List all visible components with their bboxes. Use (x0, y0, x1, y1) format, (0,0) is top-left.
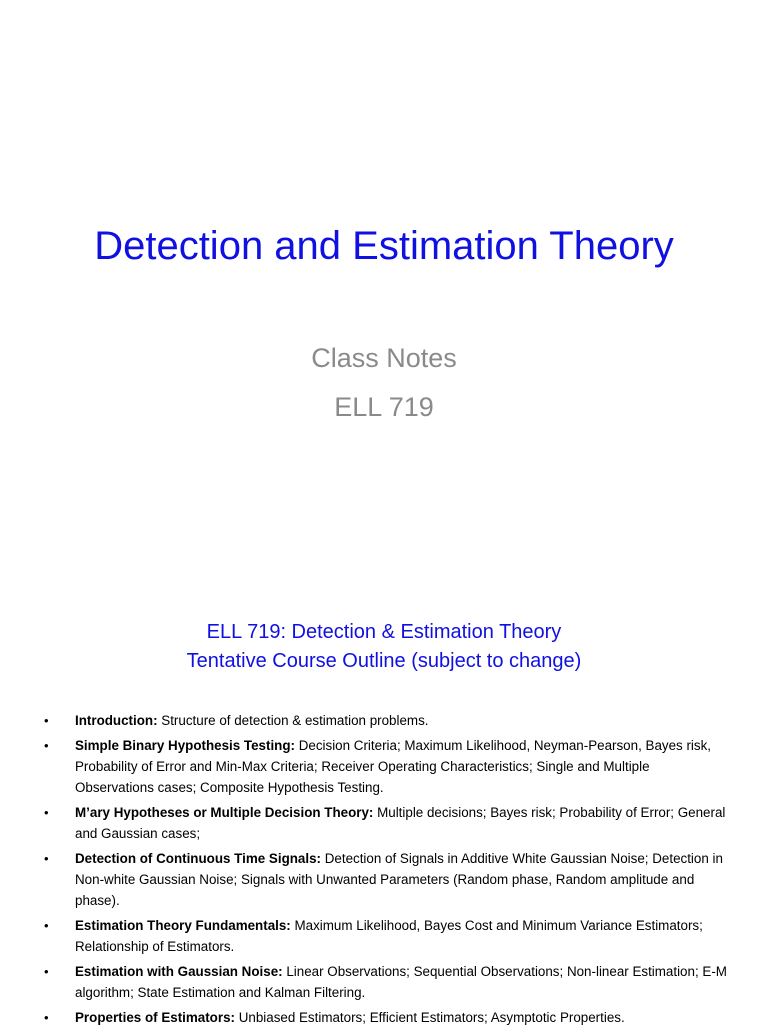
bullet: • (44, 964, 49, 980)
outline-title-line1: ELL 719: Detection & Estimation Theory (206, 621, 562, 643)
bullet: • (44, 713, 49, 728)
subtitle-line-course-code: ELL 719 (334, 392, 434, 422)
outline-slide (0, 580, 768, 1024)
topic-item-continuous-signals (42, 848, 732, 912)
topic-item-estimation-fundamentals (42, 915, 732, 957)
main-title: Detection and Estimation Theory (94, 224, 674, 268)
outline-title (0, 618, 768, 676)
bullet: • (44, 737, 49, 753)
topic-heading: Simple Binary Hypothesis Testing: (75, 737, 295, 753)
bullet: • (44, 918, 49, 934)
outline-title-line2: Tentative Course Outline (subject to change) (186, 650, 582, 672)
topic-heading: Detection of Continuous Time Signals: (75, 851, 322, 866)
topic-heading: Properties of Estimators: (75, 1010, 235, 1026)
topic-item-mary-hypotheses (42, 802, 732, 844)
topic-heading: Estimation Theory Fundamentals: (75, 918, 291, 934)
topic-text: Maximum Likelihood, Bayes Cost and Minimum Variance Estimators; Relationship of Estimators. (75, 918, 703, 955)
topic-heading: M’ary Hypotheses or Multiple Decision Theory: (75, 805, 374, 820)
bullet: • (44, 851, 49, 866)
subtitle-line-class-notes: Class Notes (311, 343, 457, 373)
topic-item-gaussian-noise (42, 961, 732, 1003)
subtitle (0, 334, 768, 432)
bullet: • (44, 805, 49, 820)
topic-list (42, 710, 732, 1032)
topic-heading: Introduction: (75, 713, 158, 728)
topic-item-introduction (42, 710, 732, 731)
topic-text: Detection of Signals in Additive White Gaussian Noise; Detection in Non-white Gaussian Noise; Signals with Unwanted Parameters (Random phase, Random amplitude and phase). (75, 851, 723, 909)
topic-heading: Estimation with Gaussian Noise: (75, 964, 283, 980)
bullet: • (44, 1010, 49, 1026)
topic-text: Structure of detection & estimation problems. (157, 713, 429, 728)
topic-text: Decision Criteria; Maximum Likelihood, Neyman-Pearson, Bayes risk, Probability of Error and Min-Max Criteria; Receiver Operating Characteristics; Single and Multiple Observations cases; Composite Hypothesis Testing. (75, 737, 711, 796)
topic-item-estimator-properties (42, 1007, 732, 1028)
topic-item-binary-hypothesis (42, 735, 732, 799)
topic-text: Unbiased Estimators; Efficient Estimators; Asymptotic Properties. (234, 1010, 625, 1026)
topic-text: Multiple decisions; Bayes risk; Probability of Error; General and Gaussian cases; (75, 805, 726, 842)
topic-text: Linear Observations; Sequential Observations; Non-linear Estimation; E-M algorithm; State Estimation and Kalman Filtering. (75, 964, 727, 1001)
